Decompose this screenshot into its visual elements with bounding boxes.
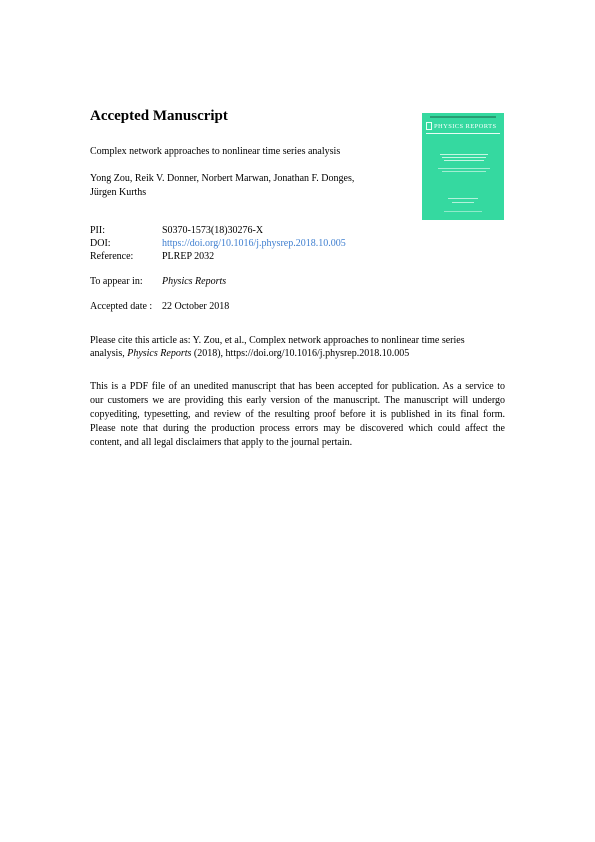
accepted-date-label: Accepted date : bbox=[90, 301, 153, 312]
journal-name: Physics Reports bbox=[162, 276, 227, 287]
citation-line-2-pre: analysis, bbox=[90, 348, 128, 359]
cover-text-line bbox=[442, 171, 486, 172]
publisher-logo-icon bbox=[426, 122, 432, 130]
citation-journal: Physics Reports bbox=[127, 348, 192, 359]
appear-in-label: To appear in: bbox=[90, 276, 143, 287]
notice-line: content, and all legal disclaimers that apply to the journal pertain. bbox=[90, 437, 353, 448]
cover-text-line bbox=[444, 211, 482, 212]
cover-text-line bbox=[442, 157, 486, 158]
cover-text-line bbox=[452, 202, 474, 203]
cover-journal-title: PHYSICS REPORTS bbox=[434, 123, 497, 130]
authors-line-1: Yong Zou, Reik V. Donner, Norbert Marwan, Jonathan F. Donges, bbox=[90, 173, 355, 184]
journal-cover-image bbox=[422, 113, 504, 220]
manuscript-notice bbox=[90, 380, 505, 450]
cover-text-line bbox=[438, 168, 490, 169]
citation-line-2 bbox=[90, 347, 510, 360]
cover-text-line bbox=[448, 198, 478, 199]
notice-line: our customers we are providing this early version of the manuscript. The manuscript will undergo bbox=[90, 395, 505, 406]
citation-line-1: Please cite this article as: Y. Zou, et al., Complex network approaches to nonlinear time series bbox=[90, 335, 465, 346]
accepted-date-value: 22 October 2018 bbox=[162, 301, 230, 312]
cover-text-line bbox=[440, 154, 488, 155]
article-title: Complex network approaches to nonlinear time series analysis bbox=[90, 146, 341, 157]
pii-label: PII: bbox=[90, 225, 105, 236]
doi-label: DOI: bbox=[90, 238, 111, 249]
accepted-manuscript-heading: Accepted Manuscript bbox=[90, 108, 228, 124]
notice-line: This is a PDF file of an unedited manuscript that has been accepted for publication. As a service to bbox=[90, 381, 505, 392]
citation-block bbox=[90, 334, 510, 360]
author-list bbox=[90, 172, 390, 200]
cover-rule bbox=[426, 133, 500, 134]
cover-text-line bbox=[444, 160, 484, 161]
cover-top-bar bbox=[430, 116, 496, 118]
authors-line-2: Jürgen Kurths bbox=[90, 187, 147, 198]
citation-line-2-post: (2018), https://doi.org/10.1016/j.physrep.2018.10.005 bbox=[191, 348, 410, 359]
pii-value: S0370-1573(18)30276-X bbox=[162, 225, 264, 236]
reference-value: PLREP 2032 bbox=[162, 251, 215, 262]
reference-label: Reference: bbox=[90, 251, 134, 262]
doi-link[interactable]: https://doi.org/10.1016/j.physrep.2018.10.005 bbox=[162, 238, 346, 249]
notice-line: copyediting, typesetting, and review of the resulting proof before it is published in its final form. bbox=[90, 409, 505, 420]
notice-line: Please note that during the production process errors may be discovered which could affect the bbox=[90, 423, 505, 434]
